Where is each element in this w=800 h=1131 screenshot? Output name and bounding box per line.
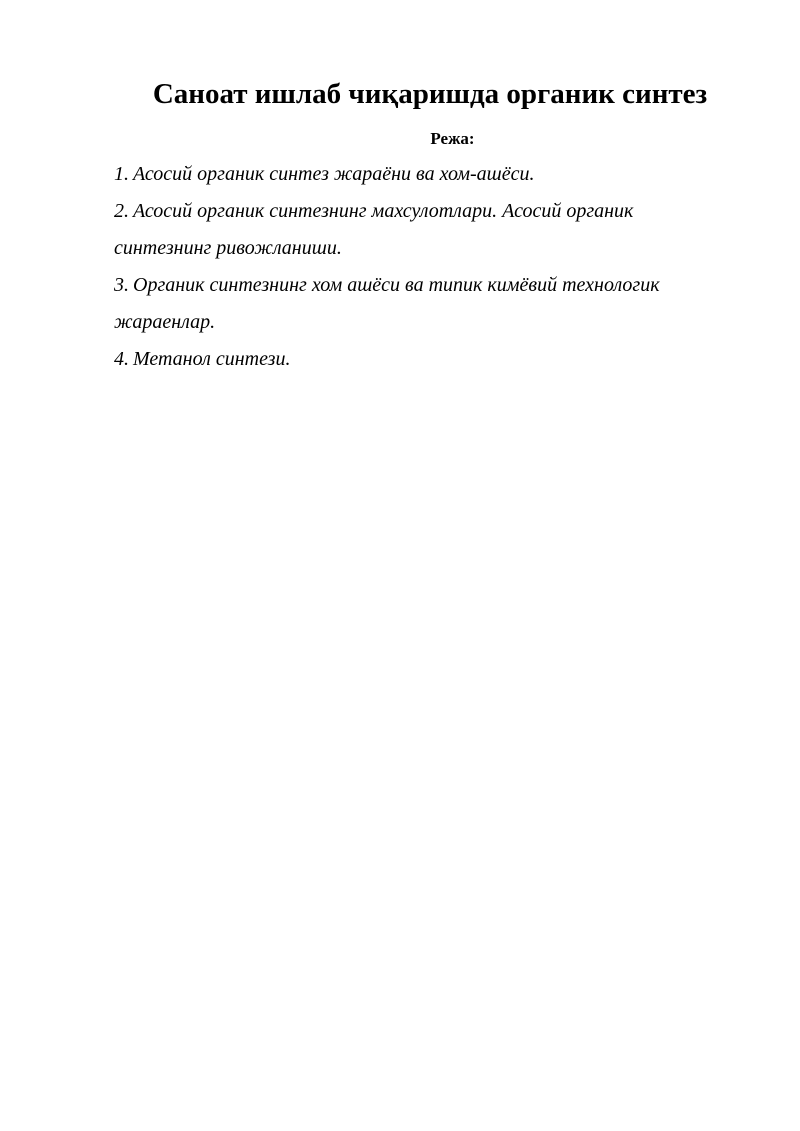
plan-item-number: 4.	[114, 348, 129, 370]
plan-item-text: Асосий органик синтез жараёни ва хом-ашёси.	[133, 163, 535, 185]
plan-item-number: 2.	[114, 200, 129, 222]
plan-item-3	[114, 267, 714, 341]
plan-item-text: Метанол синтези.	[133, 348, 291, 370]
plan-heading: Режа:	[430, 129, 475, 148]
plan-list	[114, 156, 714, 378]
plan-item-text: Асосий органик синтезнинг махсулотлари. Асосий органик синтезнинг ривожланиши.	[114, 200, 634, 259]
plan-item-text: Органик синтезнинг хом ашёси ва типик кимёвий технологик жараенлар.	[114, 274, 660, 333]
plan-item-number: 1.	[114, 163, 129, 185]
plan-item-4	[114, 341, 714, 378]
plan-item-2	[114, 193, 714, 267]
plan-item-number: 3.	[114, 274, 129, 296]
document-title: Саноат ишлаб чиқаришда органик синтез	[152, 78, 708, 110]
plan-item-1	[114, 156, 714, 193]
